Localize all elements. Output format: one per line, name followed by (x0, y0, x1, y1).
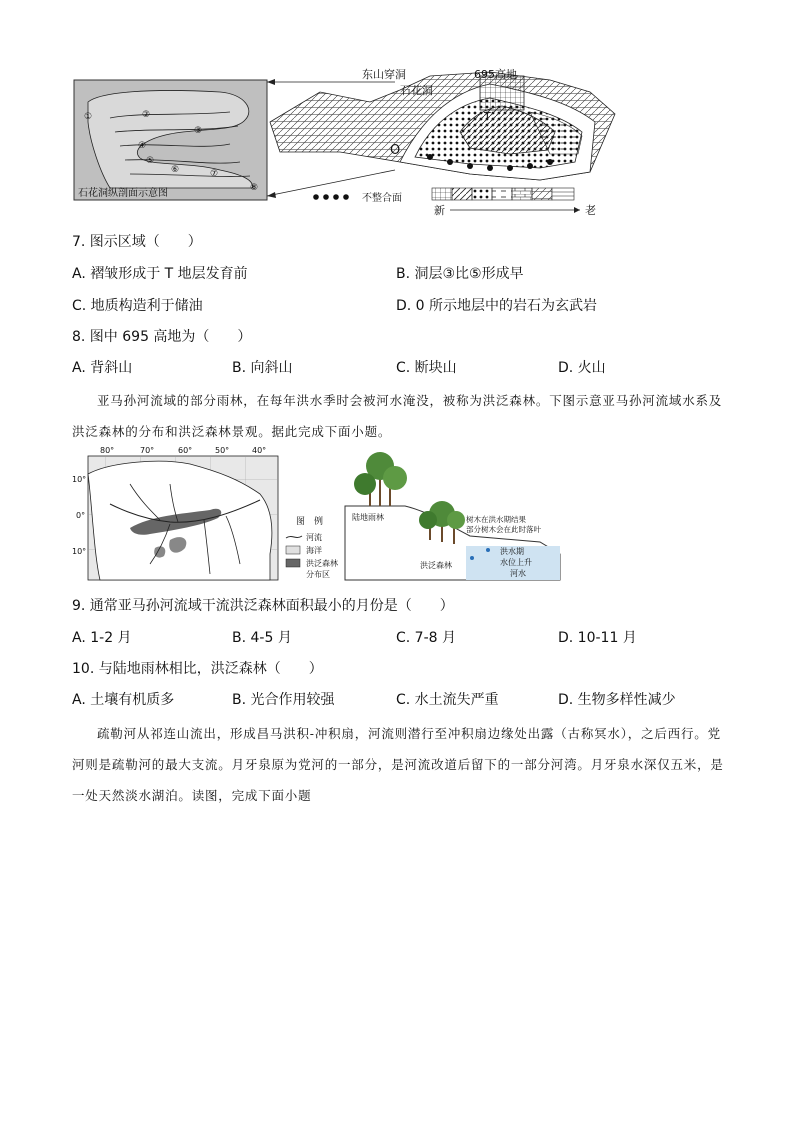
svg-text:70°: 70° (140, 446, 155, 455)
q9-option-d[interactable]: D. 10-11 月 (558, 630, 637, 646)
svg-text:10°: 10° (72, 475, 87, 484)
label-dongshan: 东山穿洞 (362, 68, 406, 81)
svg-text:④: ④ (138, 141, 147, 151)
svg-text:海洋: 海洋 (306, 546, 322, 555)
svg-text:河流: 河流 (306, 533, 322, 542)
svg-text:洪水期: 洪水期 (500, 547, 524, 556)
svg-text:老: 老 (585, 204, 596, 217)
q8-option-c[interactable]: C. 断块山 (396, 360, 457, 376)
question-7-stem: 7. 图示区域（ ） (72, 234, 202, 250)
svg-text:⑧: ⑧ (250, 183, 259, 193)
cave-inset-caption: 石花洞纵剖面示意图 (78, 188, 168, 199)
amazon-figure (70, 444, 640, 584)
question-9-stem: 9. 通常亚马孙河流域干流洪泛森林面积最小的月份是（ ） (72, 598, 454, 614)
q10-option-d[interactable]: D. 生物多样性减少 (558, 692, 676, 708)
svg-text:河水: 河水 (510, 569, 526, 578)
label-shihua: 石花洞 (400, 84, 433, 97)
cave-legend (313, 188, 596, 217)
svg-text:0°: 0° (76, 511, 86, 520)
q7-option-d[interactable]: D. 0 所示地层中的岩石为玄武岩 (396, 298, 598, 314)
svg-text:⑦: ⑦ (210, 169, 219, 179)
svg-text:洪泛森林: 洪泛森林 (306, 559, 338, 568)
svg-text:③: ③ (194, 126, 203, 136)
q10-option-a[interactable]: A. 土壤有机质多 (72, 692, 175, 708)
svg-text:分布区: 分布区 (306, 570, 330, 579)
svg-text:①: ① (84, 112, 93, 122)
question-8-stem: 8. 图中 695 高地为（ ） (72, 329, 252, 345)
q9-option-c[interactable]: C. 7-8 月 (396, 630, 456, 646)
svg-text:⑤: ⑤ (146, 156, 155, 166)
q10-option-b[interactable]: B. 光合作用较强 (232, 692, 335, 708)
q8-option-d[interactable]: D. 火山 (558, 360, 606, 376)
question-10-stem: 10. 与陆地雨林相比，洪泛森林（ ） (72, 661, 323, 677)
svg-text:⑥: ⑥ (171, 165, 180, 175)
label-695: 695高地 (474, 68, 517, 81)
label-t: T (484, 110, 491, 123)
cave-section-figure (70, 62, 630, 222)
svg-text:10°: 10° (72, 547, 87, 556)
svg-text:②: ② (142, 110, 151, 120)
q10-option-c[interactable]: C. 水土流失严重 (396, 692, 499, 708)
svg-text:水位上升: 水位上升 (500, 558, 532, 567)
svg-text:50°: 50° (215, 446, 230, 455)
label-land-rainforest: 陆地雨林 (352, 513, 384, 522)
svg-text:40°: 40° (252, 446, 267, 455)
svg-text:新: 新 (434, 204, 445, 217)
q7-option-b[interactable]: B. 洞层③比⑤形成早 (396, 266, 524, 282)
svg-text:部分树木会在此时落叶: 部分树木会在此时落叶 (466, 525, 541, 534)
map-legend (286, 515, 338, 579)
q8-option-b[interactable]: B. 向斜山 (232, 360, 293, 376)
label-o: O (390, 143, 401, 158)
q8-option-a[interactable]: A. 背斜山 (72, 360, 133, 376)
label-flood-forest: 洪泛森林 (420, 561, 452, 570)
q9-option-a[interactable]: A. 1-2 月 (72, 630, 132, 646)
svg-text:不整合面: 不整合面 (362, 193, 402, 204)
q9-option-b[interactable]: B. 4-5 月 (232, 630, 292, 646)
q7-option-a[interactable]: A. 褶皱形成于 T 地层发育前 (72, 266, 248, 282)
svg-text:60°: 60° (178, 446, 193, 455)
svg-text:80°: 80° (100, 446, 115, 455)
svg-text:树木在洪水期结果: 树木在洪水期结果 (466, 515, 526, 524)
passage-shule-river: 疏勒河从祁连山流出，形成昌马洪积-冲积扇，河流则潜行至冲积扇边缘处出露（古称冥水），之后西行。党河则是疏勒河的最大支流。月牙泉原为党河的一部分，是河流改道后留下的一部分河湾。月牙泉水深仅五米，是一处天然淡水湖泊。读图，完成下面小题 (72, 726, 724, 803)
svg-text:图 例: 图 例 (296, 517, 324, 527)
q7-option-c[interactable]: C. 地质构造利于储油 (72, 298, 203, 314)
passage-amazon: 亚马孙河流域的部分雨林，在每年洪水季时会被河水淹没，被称为洪泛森林。下图示意亚马孙河流域水系及洪泛森林的分布和洪泛森林景观。据此完成下面小题。 (72, 393, 723, 439)
